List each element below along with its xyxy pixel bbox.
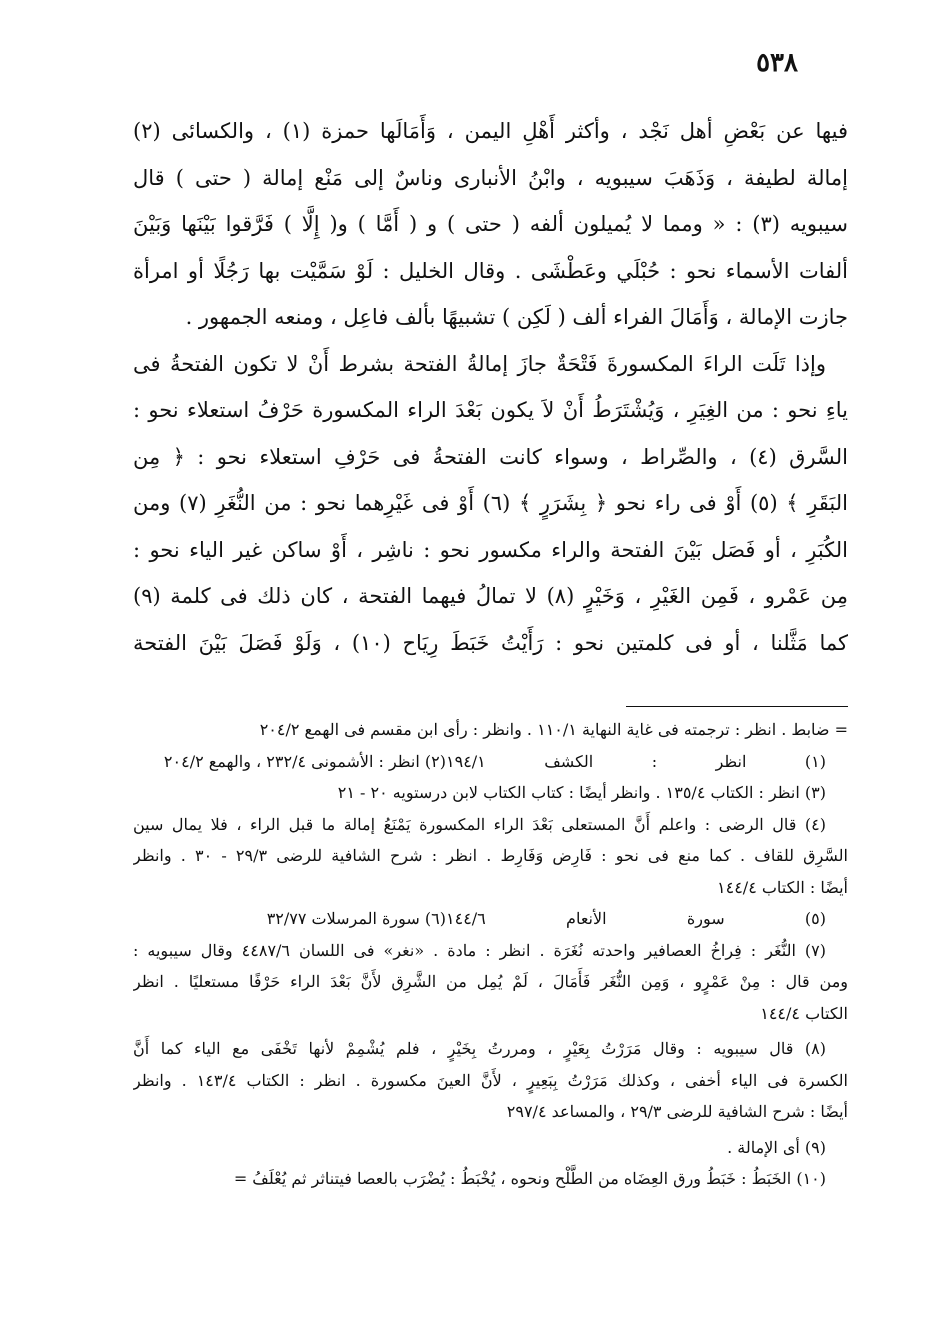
main-text-line: مِن عَمْرو ، فَمِن الغَيْرِ ، وَخَيْرٍ (٨) لا تمالُ فيهما الفتحة ، كان ذلك فى كلمة (٩) — [133, 584, 848, 608]
footnote-continuation: = ضابط . انظر : ترجمته فى غاية النهاية ١١٠/١ . وانظر : رأى ابن مقسم فى الهمع ٢٠٤/٢ — [259, 720, 848, 739]
footnote-separator — [626, 706, 848, 707]
main-text-line: الكُبَرِ ، أو فَصَل بَيْنَ الفتحة والراء مكسور نحو : ناشِر ، أَوْ ساكن غير الياء نحو : — [133, 537, 848, 562]
footnote-8-line: (٨) قال سيبويه : وقال مَرَرْتُ بِعَيْرٍ ، ومررتُ بِخَيْرٍ ، فلم يُشْمِمْ لأنها تَخْفَى مع الياء كما أَنَّ — [133, 1039, 826, 1058]
main-text-line: ياءِ نحو : من الغِيَرِ ، وَيُشْتَرَطُ أَنْ لاَ يكون بَعْدَ الراء المكسورة حَرْفُ استعلاء نحو : — [133, 398, 848, 422]
footnote-pair-5-6 — [133, 903, 848, 935]
footnote-2: (٢) انظر : الأشمونى ٢٣٢/٤ ، والهمع ٢٠٤/٢ — [163, 751, 446, 771]
main-text-line: وإذا تَلَت الراءَ المكسورةَ فَتْحَةٌ جازَ إمالةُ الفتحة بشرط أَنْ لا تكون الفتحةُ فى — [133, 351, 826, 376]
main-text-line: فيها عن بَعْضِ أهل نَجْد ، وأكثر أَهْلِ اليمن ، وَأَمَالَها حمزة (١) ، والكسائى (٢) — [133, 119, 848, 143]
main-text-line: ألفات الأسماء نحو : حُبْلَي وعَطْشَى . وقال الخليل : لَوْ سَمَّيْت بها رَجُلًا أو امرأة — [133, 258, 848, 283]
page-number: ٥٣٨ — [756, 48, 798, 78]
main-text-line: إمالة لطيفة ، وَذَهَبَ سيبويه ، وابْنُ الأنبارى وناسٌ إلى مَنْع إمالة ( حتى ) قال — [133, 165, 848, 190]
footnote-6: (٦) سورة المرسلات ٣٢/٧٧ — [266, 909, 446, 928]
footnote-9: (٩) أى الإمالة . — [727, 1137, 826, 1157]
main-text-line: سيبويه (٣) : « ومما لا يُميلون ألفه ( حتى ) و ( أَمَّا ) و( إِلَّا ) فَرَّقوا بَيْنَها وَبَيْنَ — [133, 212, 848, 236]
footnote-8-line: الكسرة فى الياء أخفى ، وكذلك مَرَرْتُ بِبَعِيرٍ ، لأَنَّ العينَ مكسورة . انظر : الكتاب ١٤٣/٤ . وانظر — [133, 1070, 848, 1090]
main-text-line: جازت الإمالة ، وَأَمَالَ الفراء ألف ( لَكِن ) تشبيهًا بألف فاعِل ، ومنعه الجمهور . — [185, 305, 848, 329]
footnote-7-line: (٧) النُّغَر : فِراخُ العصافير واحدته نُغَرَة . انظر : مادة . «نغر» فى اللسان ٤٤٨٧/٦ وقال سيبويه : — [133, 940, 826, 960]
footnote-4-line: السَّرِق للقاف . كما منع فى نحو : فَارِض وَفَارِط . انظر : شرح الشافية للرضى ٢٩/٣ - ٣٠ . وانظر — [133, 846, 848, 865]
footnote-5: (٥) سورة الأنعام ١٤٤/٦ — [446, 909, 826, 928]
footnote-7-line: ومن قال : مِنْ عَمْرٍو ، وَمِن النُّغَر فَأَمَالَ ، لَمْ يُمِل من الشَّرِق لأَنَّ بَعْدَ الراء حَرْفًا مستعليًا . انظر — [133, 972, 848, 991]
footnote-1: (١) انظر : الكشف ١٩٤/١ — [446, 751, 826, 771]
footnote-10: (١٠) الخَبَطُ : خَبَطُ ورق العِضَاه من الطَّلْح ونحوه ، يُخْبَطُ : يُضْرَب بالعصا فيتناثر ثم يُعْلَفُ = — [233, 1169, 826, 1188]
footnote-4-line: أيضًا : الكتاب ١٤٤/٤ — [717, 877, 848, 897]
main-text-line: كما مَثَّلنا ، أو فى كلمتين نحو : رَأَيْتُ خَبَطَ رِيَاح (١٠) ، وَلَوْ فَصَلَ بَيْنَ الفتحة — [133, 630, 848, 655]
footnote-7-line: الكتاب ١٤٤/٤ — [760, 1003, 848, 1023]
footnote-8-line: أيضًا : شرح الشافية للرضى ٢٩/٣ ، والمساعد ٢٩٧/٤ — [506, 1102, 848, 1121]
footnote-pair-1-2 — [133, 746, 848, 778]
main-text-line: البَقَرِ ﴾ (٥) أَوْ فى راء نحو ﴿ بِشَرَرٍ ﴾ (٦) أَوْ فى غَيْرِهما نحو : من النُّغَرِ (٧) ومن — [133, 491, 848, 515]
footnote-3: (٣) انظر : الكتاب ١٣٥/٤ . وانظر أيضًا : كتاب الكتاب لابن درستويه ٢٠ - ٢١ — [337, 783, 826, 802]
footnote-4-line: (٤) قال الرضى : واعلم أَنَّ المستعلى بَعْدَ الراء المكسورة يَمْنَعُ إمالة ما قبل الراء ، فلا يمال سين — [133, 814, 826, 834]
main-text-line: السَّرق (٤) ، والصِّراط ، وسواء كانت الفتحةُ فى حَرْفِ استعلاء نحو : ﴿ مِن — [133, 444, 848, 469]
main-text-body — [133, 108, 848, 666]
footnotes — [133, 714, 848, 1195]
